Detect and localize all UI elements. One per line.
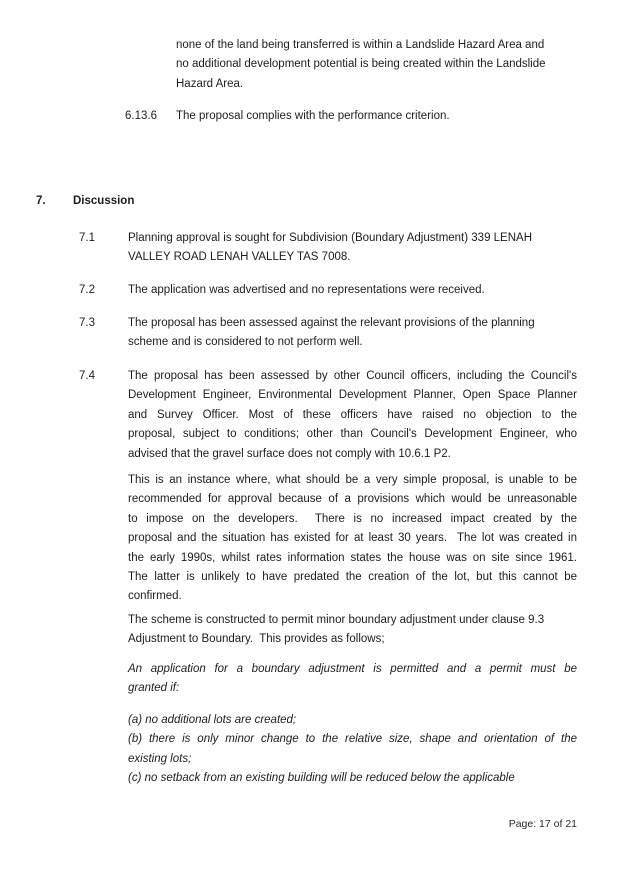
list-item-7-3 [79, 314, 577, 353]
item-number-7-1: 7.1 [79, 232, 95, 244]
paragraph-landslide-hazard [176, 36, 580, 94]
item-text-7-2 [128, 281, 577, 300]
quote-condition-a [128, 711, 577, 730]
text-line: the early 1990s, whilst rates information states the house was on site since 1961. [128, 551, 577, 564]
quote-condition-b [128, 730, 577, 769]
text-line: proposal, subject to conditions; other than Council's Development Engineer, who [128, 428, 577, 441]
text-line: The proposal has been assessed against the relevant provisions of the planning [128, 317, 535, 329]
item-text-6-13-6 [176, 107, 578, 126]
text-line: confirmed. [128, 590, 182, 603]
item-text-7-4 [128, 367, 577, 464]
quote-boundary-adjustment-intro [128, 660, 577, 699]
text-line: This is an instance where, what should be a very simple proposal, is unable to be [128, 474, 577, 486]
text-line: Planning approval is sought for Subdivision (Boundary Adjustment) 339 LENAH [128, 232, 533, 244]
list-item-7-4 [79, 367, 577, 464]
text-line: The scheme is constructed to permit minor boundary adjustment under clause 9.3 [128, 614, 545, 626]
text-line: granted if: [128, 682, 180, 695]
text-line: (c) no setback from an existing building will be reduced below the applicable [128, 772, 515, 785]
text-line: VALLEY ROAD LENAH VALLEY TAS 7008. [128, 251, 351, 264]
paragraph-instance [128, 471, 577, 607]
item-text-7-3 [128, 314, 577, 353]
item-text-7-1 [128, 229, 577, 268]
text-line: recommended for approval because of a provisions which would be unreasonable [128, 493, 577, 506]
text-line: Development Engineer, Environmental Development Planner, Open Space Planner [128, 389, 577, 402]
page-number-footer: Page: 17 of 21 [508, 818, 577, 830]
text-line: The latter is unlikely to have predated the creation of the lot, but this cannot be [128, 571, 577, 584]
item-number-7-4: 7.4 [79, 370, 95, 382]
text-line: Hazard Area. [176, 77, 244, 90]
quote-condition-c [128, 769, 577, 788]
list-item-7-2 [79, 281, 577, 300]
item-number-7-3: 7.3 [79, 317, 95, 329]
text-line: Adjustment to Boundary. This provides as follows; [128, 633, 385, 646]
text-line: The proposal complies with the performance criterion. [176, 110, 450, 122]
text-line: advised that the gravel surface does not comply with 10.6.1 P2. [128, 447, 451, 460]
text-line: The proposal has been assessed by other Council officers, including the Council's [128, 370, 577, 382]
paragraph-scheme [128, 611, 577, 650]
text-line: scheme and is considered to not perform well. [128, 336, 363, 349]
text-line: to impose on the developers. There is no increased impact created by the [128, 512, 577, 525]
text-line: The application was advertised and no representations were received. [128, 284, 485, 296]
section-heading-discussion [36, 192, 576, 211]
text-line: An application for a boundary adjustment is permitted and a permit must be [128, 663, 577, 675]
section-title: Discussion [73, 195, 135, 207]
section-number: 7. [36, 195, 46, 207]
text-line: no additional development potential is being created within the Landslide [176, 58, 546, 71]
text-line: existing lots; [128, 752, 192, 765]
text-line: none of the land being transferred is within a Landslide Hazard Area and [176, 39, 545, 51]
item-number-6-13-6: 6.13.6 [125, 110, 157, 122]
text-line: (a) no additional lots are created; [128, 714, 297, 726]
list-item-7-1 [79, 229, 577, 268]
item-number-7-2: 7.2 [79, 284, 95, 296]
list-item-6-13-6 [125, 107, 578, 126]
text-line: and Survey Officer. Most of these officers have raised no objection to the [128, 408, 577, 421]
text-line: (b) there is only minor change to the relative size, shape and orientation of the [128, 733, 577, 746]
quote-condition-list [128, 711, 577, 789]
text-line: proposal and the situation has existed for at least 30 years. The lot was created in [128, 532, 577, 545]
